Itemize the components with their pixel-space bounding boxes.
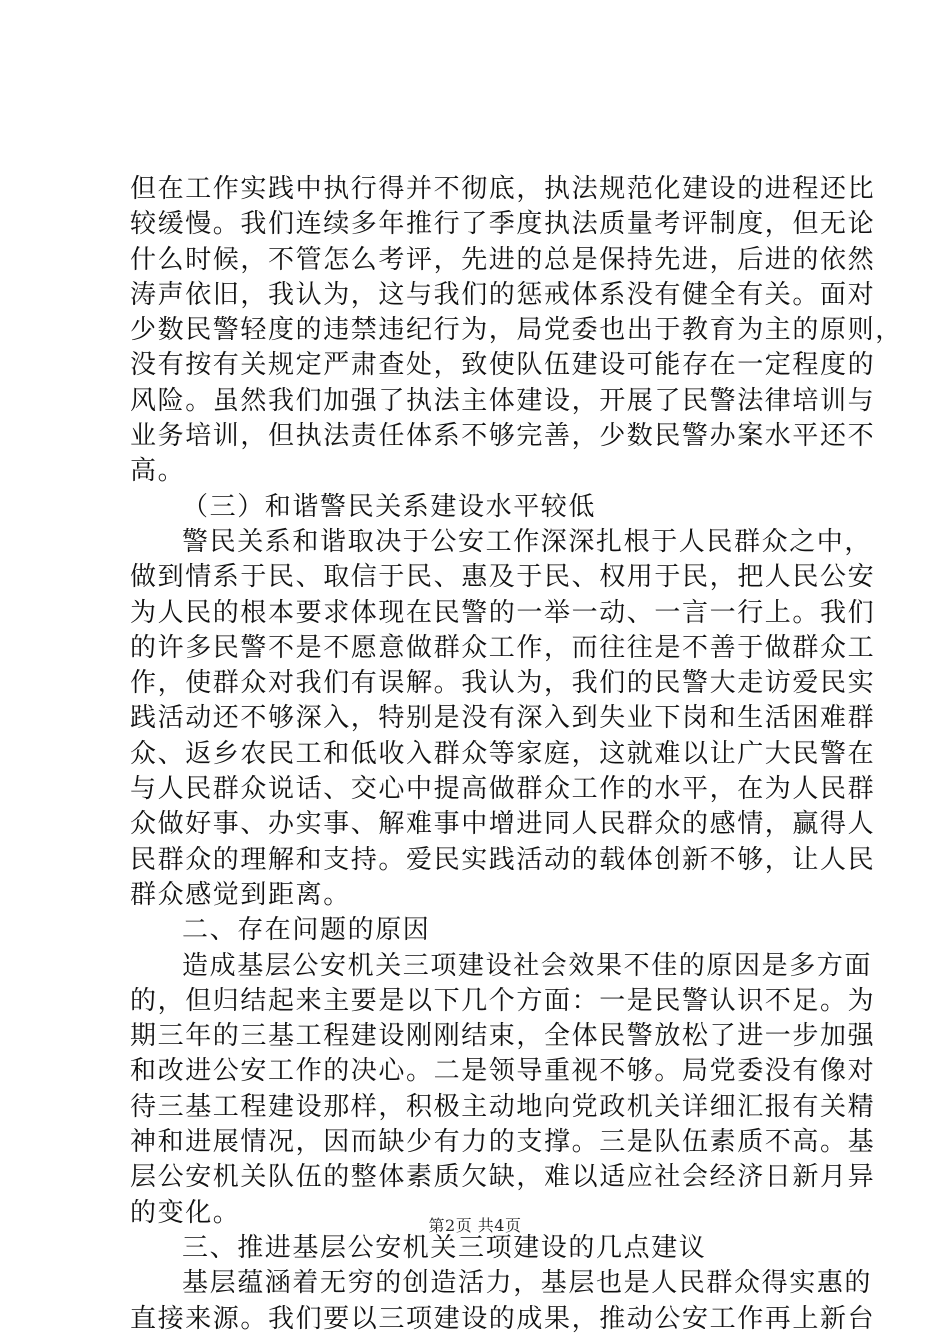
section-heading: 三、推进基层公安机关三项建设的几点建议 <box>182 1232 707 1263</box>
text-line: 造成基层公安机关三项建设社会效果不佳的原因是多方面 <box>182 950 873 981</box>
text-line: 什么时候，不管怎么考评，先进的总是保持先进，后进的依然 <box>130 244 876 275</box>
section-heading: （三）和谐警民关系建设水平较低 <box>182 491 597 522</box>
text-line: 与人民群众说话、交心中提高做群众工作的水平，在为人民群 <box>130 774 876 805</box>
document-body <box>130 172 903 1337</box>
text-line: 没有按有关规定严肃查处，致使队伍建设可能存在一定程度的 <box>130 350 876 381</box>
text-line: 的，但归结起来主要是以下几个方面：一是民警认识不足。为 <box>130 985 876 1016</box>
text-line: 做到情系于民、取信于民、惠及于民、权用于民，把人民公安 <box>130 562 876 593</box>
text-line: 较缓慢。我们连续多年推行了季度执法质量考评制度，但无论 <box>130 209 876 240</box>
text-line: 神和进展情况，因而缺少有力的支撑。三是队伍素质不高。基 <box>130 1127 876 1158</box>
text-line: 众做好事、办实事、解难事中增进同人民群众的感情，赢得人 <box>130 809 876 840</box>
text-line: 作，使群众对我们有误解。我认为，我们的民警大走访爱民实 <box>130 668 876 699</box>
text-line: 警民关系和谐取决于公安工作深深扎根于人民群众之中， <box>182 526 873 557</box>
text-line: 高。 <box>130 456 186 487</box>
text-line: 层公安机关队伍的整体素质欠缺，难以适应社会经济日新月异 <box>130 1162 876 1193</box>
text-line: 践活动还不够深入，特别是没有深入到失业下岗和生活困难群 <box>130 703 876 734</box>
text-line: 的许多民警不是不愿意做群众工作，而往往是不善于做群众工 <box>130 632 876 663</box>
text-line: 少数民警轻度的违禁违纪行为，局党委也出于教育为主的原则， <box>130 315 903 346</box>
page-number-footer: 第2页 共4页 <box>428 1216 522 1235</box>
text-line: 民群众的理解和支持。爱民实践活动的载体创新不够，让人民 <box>130 844 876 875</box>
text-line: 基层蕴涵着无穷的创造活力，基层也是人民群众得实惠的 <box>182 1268 873 1299</box>
text-line: 待三基工程建设那样，积极主动地向党政机关详细汇报有关精 <box>130 1091 876 1122</box>
text-line: 和改进公安工作的决心。二是领导重视不够。局党委没有像对 <box>130 1056 876 1087</box>
text-line: 风险。虽然我们加强了执法主体建设，开展了民警法律培训与 <box>130 385 876 416</box>
text-line: 涛声依旧，我认为，这与我们的惩戒体系没有健全有关。面对 <box>130 279 876 310</box>
text-line: 群众感觉到距离。 <box>130 879 351 910</box>
text-line: 期三年的三基工程建设刚刚结束，全体民警放松了进一步加强 <box>130 1021 876 1052</box>
section-heading: 二、存在问题的原因 <box>182 915 431 946</box>
text-line: 但在工作实践中执行得并不彻底，执法规范化建设的进程还比 <box>130 174 876 204</box>
text-line: 业务培训，但执法责任体系不够完善，少数民警办案水平还不 <box>130 421 876 452</box>
text-line: 直接来源。我们要以三项建设的成果，推动公安工作再上新台 <box>130 1303 876 1334</box>
text-line: 众、返乡农民工和低收入群众等家庭，这就难以让广大民警在 <box>130 738 876 769</box>
text-line: 为人民的根本要求体现在民警的一举一动、一言一行上。我们 <box>130 597 876 628</box>
text-line: 的变化。 <box>130 1197 241 1228</box>
